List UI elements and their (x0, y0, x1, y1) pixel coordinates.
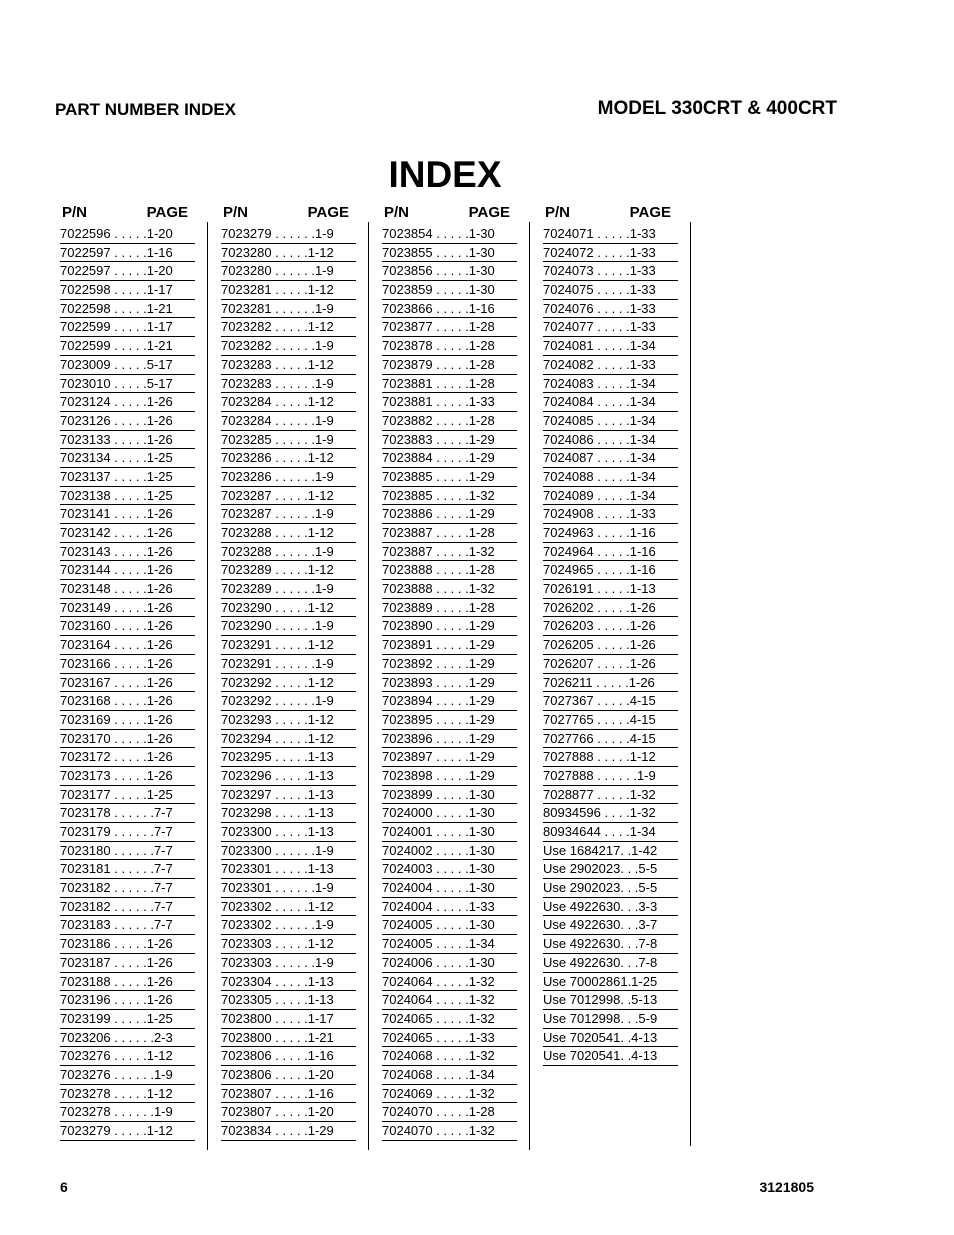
index-entry: 7023284 . . . . .1-12 (221, 393, 356, 412)
column-header (221, 203, 356, 223)
index-entry: 7023305 . . . . .1-13 (221, 991, 356, 1010)
index-entry: 7023283 . . . . . .1-9 (221, 375, 356, 394)
index-entry: 7023167 . . . . .1-26 (60, 674, 195, 693)
index-entry: 80934596 . . . .1-32 (543, 804, 678, 823)
index-entry: 7023284 . . . . . .1-9 (221, 412, 356, 431)
index-entry: 7024065 . . . . .1-33 (382, 1029, 517, 1048)
index-entry: 7024070 . . . . .1-32 (382, 1122, 517, 1141)
index-entry: 7024963 . . . . .1-16 (543, 524, 678, 543)
index-entry: Use 4922630. . .3-3 (543, 898, 678, 917)
index-entry: 7023009 . . . . .5-17 (60, 356, 195, 375)
index-entry: 7023282 . . . . . .1-9 (221, 337, 356, 356)
index-entry: 7024065 . . . . .1-32 (382, 1010, 517, 1029)
index-entry: 7023854 . . . . .1-30 (382, 225, 517, 244)
index-entry: 7024086 . . . . .1-34 (543, 431, 678, 450)
page-header: PAGE (307, 204, 349, 221)
index-entry: 7023886 . . . . .1-29 (382, 505, 517, 524)
index-entry: 7023898 . . . . .1-29 (382, 767, 517, 786)
index-entry: Use 4922630. . .7-8 (543, 935, 678, 954)
index-entry: 7023282 . . . . .1-12 (221, 318, 356, 337)
pn-header: P/N (62, 204, 88, 221)
index-entry: 7023124 . . . . .1-26 (60, 393, 195, 412)
index-entry: 7024002 . . . . .1-30 (382, 842, 517, 861)
index-entry: 7023170 . . . . .1-26 (60, 730, 195, 749)
index-entry: 7024064 . . . . .1-32 (382, 991, 517, 1010)
index-entry: 7023856 . . . . .1-30 (382, 262, 517, 281)
index-entry: 7022597 . . . . .1-16 (60, 244, 195, 263)
index-entry: Use 2902023. . .5-5 (543, 860, 678, 879)
index-rows (60, 225, 195, 1141)
index-entry: 7024085 . . . . .1-34 (543, 412, 678, 431)
column-divider (368, 222, 369, 1150)
index-entry: 7023188 . . . . .1-26 (60, 973, 195, 992)
index-entry: 7024088 . . . . .1-34 (543, 468, 678, 487)
index-entry: 7023292 . . . . . .1-9 (221, 692, 356, 711)
index-entry: Use 7020541. .4-13 (543, 1047, 678, 1066)
index-entry: 7024005 . . . . .1-34 (382, 935, 517, 954)
index-entry: 7023289 . . . . .1-12 (221, 561, 356, 580)
index-entry: 7023887 . . . . .1-32 (382, 543, 517, 562)
index-entry: 7023877 . . . . .1-28 (382, 318, 517, 337)
index-entry: 7023300 . . . . . .1-9 (221, 842, 356, 861)
index-column-1 (60, 203, 195, 1141)
index-entry: 7024087 . . . . .1-34 (543, 449, 678, 468)
index-entry: 7027766 . . . . .4-15 (543, 730, 678, 749)
index-entry: 7023882 . . . . .1-28 (382, 412, 517, 431)
index-entry: 7023289 . . . . . .1-9 (221, 580, 356, 599)
index-entry: 80934644 . . . .1-34 (543, 823, 678, 842)
index-entry: 7023834 . . . . .1-29 (221, 1122, 356, 1141)
index-entry: 7023888 . . . . .1-28 (382, 561, 517, 580)
index-entry: 7023897 . . . . .1-29 (382, 748, 517, 767)
index-entry: 7023294 . . . . .1-12 (221, 730, 356, 749)
index-entry: 7023149 . . . . .1-26 (60, 599, 195, 618)
index-entry: Use 7020541. .4-13 (543, 1029, 678, 1048)
index-entry: 7023302 . . . . .1-12 (221, 898, 356, 917)
index-entry: Use 4922630. . .7-8 (543, 954, 678, 973)
index-entry: 7024006 . . . . .1-30 (382, 954, 517, 973)
index-entry: 7023164 . . . . .1-26 (60, 636, 195, 655)
index-entry: 7023179 . . . . . .7-7 (60, 823, 195, 842)
index-entry: 7023160 . . . . .1-26 (60, 617, 195, 636)
index-entry: 7024075 . . . . .1-33 (543, 281, 678, 300)
index-entry: 7024083 . . . . .1-34 (543, 375, 678, 394)
index-entry: 7023888 . . . . .1-32 (382, 580, 517, 599)
index-entry: 7024068 . . . . .1-34 (382, 1066, 517, 1085)
index-entry: 7023891 . . . . .1-29 (382, 636, 517, 655)
index-entry: 7024073 . . . . .1-33 (543, 262, 678, 281)
index-entry: 7023884 . . . . .1-29 (382, 449, 517, 468)
index-entry: 7023142 . . . . .1-26 (60, 524, 195, 543)
index-entry: 7023177 . . . . .1-25 (60, 786, 195, 805)
index-column-2 (221, 203, 356, 1141)
index-entry: 7023302 . . . . . .1-9 (221, 916, 356, 935)
index-entry: 7023276 . . . . . .1-9 (60, 1066, 195, 1085)
index-entry: 7023878 . . . . .1-28 (382, 337, 517, 356)
index-entry: 7024000 . . . . .1-30 (382, 804, 517, 823)
index-entry: 7022596 . . . . .1-20 (60, 225, 195, 244)
index-entry: 7024068 . . . . .1-32 (382, 1047, 517, 1066)
index-entry: 7023281 . . . . . .1-9 (221, 300, 356, 319)
index-entry: 7026191 . . . . .1-13 (543, 580, 678, 599)
index-entry: 7024089 . . . . .1-34 (543, 487, 678, 506)
index-entry: 7024001 . . . . .1-30 (382, 823, 517, 842)
index-entry: 7023285 . . . . . .1-9 (221, 431, 356, 450)
index-entry: 7023144 . . . . .1-26 (60, 561, 195, 580)
index-entry: 7026203 . . . . .1-26 (543, 617, 678, 636)
index-entry: 7023890 . . . . .1-29 (382, 617, 517, 636)
index-entry: 7023866 . . . . .1-16 (382, 300, 517, 319)
column-divider (529, 222, 530, 1150)
index-entry: 7027888 . . . . . .1-9 (543, 767, 678, 786)
index-entry: 7023287 . . . . .1-12 (221, 487, 356, 506)
index-entry: 7024004 . . . . .1-30 (382, 879, 517, 898)
column-divider (207, 222, 208, 1150)
index-entry: 7023301 . . . . .1-13 (221, 860, 356, 879)
index-column-3 (382, 203, 517, 1141)
index-entry: 7023290 . . . . . .1-9 (221, 617, 356, 636)
column-header (382, 203, 517, 223)
index-entry: 7023295 . . . . .1-13 (221, 748, 356, 767)
index-entry: Use 70002861.1-25 (543, 973, 678, 992)
index-entry: 7023286 . . . . . .1-9 (221, 468, 356, 487)
index-entry: 7024072 . . . . .1-33 (543, 244, 678, 263)
index-entry: 7023859 . . . . .1-30 (382, 281, 517, 300)
index-entry: 7023298 . . . . .1-13 (221, 804, 356, 823)
index-entry: 7023168 . . . . .1-26 (60, 692, 195, 711)
index-entry: 7023166 . . . . .1-26 (60, 655, 195, 674)
index-entry: 7023291 . . . . . .1-9 (221, 655, 356, 674)
index-entry: 7023279 . . . . . .1-9 (221, 225, 356, 244)
column-header (543, 203, 678, 223)
index-entry: 7023281 . . . . .1-12 (221, 281, 356, 300)
column-header (60, 203, 195, 223)
index-entry: 7023800 . . . . .1-21 (221, 1029, 356, 1048)
index-entry: 7023800 . . . . .1-17 (221, 1010, 356, 1029)
index-entry: 7023887 . . . . .1-28 (382, 524, 517, 543)
header-model-title: MODEL 330CRT & 400CRT (597, 98, 837, 119)
index-entry: 7022597 . . . . .1-20 (60, 262, 195, 281)
index-entry: 7023278 . . . . .1-12 (60, 1085, 195, 1104)
index-entry: 7023276 . . . . .1-12 (60, 1047, 195, 1066)
document-number: 3121805 (759, 1179, 814, 1195)
index-entry: 7023297 . . . . .1-13 (221, 786, 356, 805)
index-entry: Use 4922630. . .3-7 (543, 916, 678, 935)
page-number: 6 (60, 1179, 68, 1195)
index-rows (543, 225, 678, 1066)
pn-header: P/N (545, 204, 571, 221)
index-entry: 7023133 . . . . .1-26 (60, 431, 195, 450)
index-entry: 7024077 . . . . .1-33 (543, 318, 678, 337)
index-entry: 7023141 . . . . .1-26 (60, 505, 195, 524)
index-entry: 7023894 . . . . .1-29 (382, 692, 517, 711)
index-entry: 7023855 . . . . .1-30 (382, 244, 517, 263)
index-entry: 7024964 . . . . .1-16 (543, 543, 678, 562)
index-entry: 7023010 . . . . .5-17 (60, 375, 195, 394)
index-entry: 7023896 . . . . .1-29 (382, 730, 517, 749)
index-entry: 7023291 . . . . .1-12 (221, 636, 356, 655)
index-entry: 7023280 . . . . . .1-9 (221, 262, 356, 281)
index-entry: 7023173 . . . . .1-26 (60, 767, 195, 786)
pn-header: P/N (223, 204, 249, 221)
index-entry: 7026202 . . . . .1-26 (543, 599, 678, 618)
page-header: PAGE (146, 204, 188, 221)
index-entry: 7023172 . . . . .1-26 (60, 748, 195, 767)
index-entry: 7023178 . . . . . .7-7 (60, 804, 195, 823)
index-entry: 7024071 . . . . .1-33 (543, 225, 678, 244)
index-entry: 7023889 . . . . .1-28 (382, 599, 517, 618)
index-entry: 7023138 . . . . .1-25 (60, 487, 195, 506)
index-entry: 7023893 . . . . .1-29 (382, 674, 517, 693)
index-entry: 7023169 . . . . .1-26 (60, 711, 195, 730)
index-entry: 7023143 . . . . .1-26 (60, 543, 195, 562)
index-rows (221, 225, 356, 1141)
index-entry: 7023126 . . . . .1-26 (60, 412, 195, 431)
index-entry: 7027765 . . . . .4-15 (543, 711, 678, 730)
index-entry: 7023290 . . . . .1-12 (221, 599, 356, 618)
index-entry: 7023206 . . . . . .2-3 (60, 1029, 195, 1048)
index-entry: 7023186 . . . . .1-26 (60, 935, 195, 954)
index-entry: 7024069 . . . . .1-32 (382, 1085, 517, 1104)
index-entry: 7023278 . . . . . .1-9 (60, 1103, 195, 1122)
index-entry: 7026205 . . . . .1-26 (543, 636, 678, 655)
index-entry: 7023881 . . . . .1-28 (382, 375, 517, 394)
index-rows (382, 225, 517, 1141)
index-entry: 7023196 . . . . .1-26 (60, 991, 195, 1010)
index-entry: 7022599 . . . . .1-21 (60, 337, 195, 356)
index-entry: 7023899 . . . . .1-30 (382, 786, 517, 805)
index-entry: 7023181 . . . . . .7-7 (60, 860, 195, 879)
index-entry: 7023879 . . . . .1-28 (382, 356, 517, 375)
index-entry: 7023288 . . . . .1-12 (221, 524, 356, 543)
index-entry: 7023883 . . . . .1-29 (382, 431, 517, 450)
index-entry: 7023180 . . . . . .7-7 (60, 842, 195, 861)
index-entry: 7024076 . . . . .1-33 (543, 300, 678, 319)
index-entry: 7023892 . . . . .1-29 (382, 655, 517, 674)
index-entry: 7023301 . . . . . .1-9 (221, 879, 356, 898)
index-entry: Use 2902023. . .5-5 (543, 879, 678, 898)
index-entry: 7023300 . . . . .1-13 (221, 823, 356, 842)
index-entry: 7027888 . . . . .1-12 (543, 748, 678, 767)
index-entry: 7023199 . . . . .1-25 (60, 1010, 195, 1029)
page-header: PAGE (629, 204, 671, 221)
index-entry: Use 1684217. .1-42 (543, 842, 678, 861)
index-entry: 7023288 . . . . . .1-9 (221, 543, 356, 562)
index-entry: 7023182 . . . . . .7-7 (60, 879, 195, 898)
index-entry: 7022599 . . . . .1-17 (60, 318, 195, 337)
index-entry: Use 7012998. . .5-9 (543, 1010, 678, 1029)
index-entry: 7023280 . . . . .1-12 (221, 244, 356, 263)
index-entry: 7024064 . . . . .1-32 (382, 973, 517, 992)
index-entry: 7023137 . . . . .1-25 (60, 468, 195, 487)
page-title: INDEX (388, 154, 502, 195)
index-entry: 7027367 . . . . .4-15 (543, 692, 678, 711)
index-entry: 7023806 . . . . .1-20 (221, 1066, 356, 1085)
header-section-title: PART NUMBER INDEX (55, 100, 237, 119)
index-entry: 7024084 . . . . .1-34 (543, 393, 678, 412)
index-entry: 7023148 . . . . .1-26 (60, 580, 195, 599)
index-entry: 7023283 . . . . .1-12 (221, 356, 356, 375)
index-entry: 7023187 . . . . .1-26 (60, 954, 195, 973)
index-entry: 7024082 . . . . .1-33 (543, 356, 678, 375)
index-entry: 7024005 . . . . .1-30 (382, 916, 517, 935)
index-entry: 7023885 . . . . .1-29 (382, 468, 517, 487)
index-entry: 7023303 . . . . .1-12 (221, 935, 356, 954)
index-entry: 7023881 . . . . .1-33 (382, 393, 517, 412)
index-entry: 7023806 . . . . .1-16 (221, 1047, 356, 1066)
index-entry: 7024004 . . . . .1-33 (382, 898, 517, 917)
index-entry: 7023279 . . . . .1-12 (60, 1122, 195, 1141)
index-entry: 7023807 . . . . .1-16 (221, 1085, 356, 1104)
index-entry: 7022598 . . . . .1-17 (60, 281, 195, 300)
index-entry: 7023296 . . . . .1-13 (221, 767, 356, 786)
index-entry: 7024908 . . . . .1-33 (543, 505, 678, 524)
index-entry: 7023287 . . . . . .1-9 (221, 505, 356, 524)
index-entry: 7023183 . . . . . .7-7 (60, 916, 195, 935)
index-entry: 7023292 . . . . .1-12 (221, 674, 356, 693)
index-entry: 7026207 . . . . .1-26 (543, 655, 678, 674)
index-entry: 7023807 . . . . .1-20 (221, 1103, 356, 1122)
index-entry: 7026211 . . . . .1-26 (543, 674, 678, 693)
index-entry: 7023293 . . . . .1-12 (221, 711, 356, 730)
index-entry: Use 7012998. .5-13 (543, 991, 678, 1010)
index-entry: 7023304 . . . . .1-13 (221, 973, 356, 992)
index-entry: 7024965 . . . . .1-16 (543, 561, 678, 580)
index-entry: 7022598 . . . . .1-21 (60, 300, 195, 319)
index-entry: 7023182 . . . . . .7-7 (60, 898, 195, 917)
index-entry: 7024003 . . . . .1-30 (382, 860, 517, 879)
index-entry: 7023286 . . . . .1-12 (221, 449, 356, 468)
page-header: PAGE (468, 204, 510, 221)
column-divider (690, 222, 691, 1146)
index-entry: 7028877 . . . . .1-32 (543, 786, 678, 805)
index-entry: 7023885 . . . . .1-32 (382, 487, 517, 506)
index-entry: 7024081 . . . . .1-34 (543, 337, 678, 356)
index-column-4 (543, 203, 678, 1066)
pn-header: P/N (384, 204, 410, 221)
index-entry: 7023303 . . . . . .1-9 (221, 954, 356, 973)
index-entry: 7023134 . . . . .1-25 (60, 449, 195, 468)
index-entry: 7024070 . . . . .1-28 (382, 1103, 517, 1122)
index-entry: 7023895 . . . . .1-29 (382, 711, 517, 730)
